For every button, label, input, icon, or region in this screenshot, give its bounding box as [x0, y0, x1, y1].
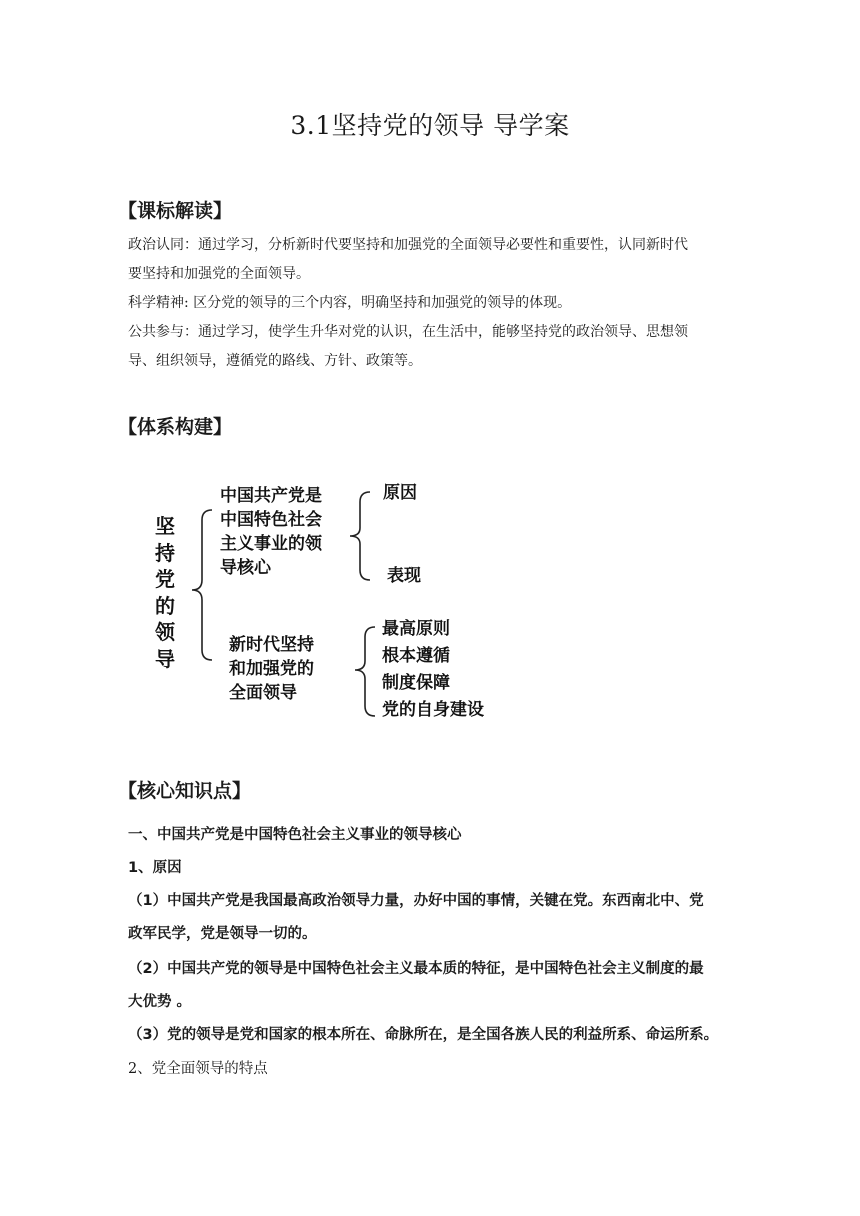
core-line: （1）中国共产党是我国最高政治领导力量，办好中国的事情，关键在党。东西南北中、党: [128, 893, 704, 909]
heading-curriculum: 【课标解读】: [118, 200, 233, 222]
root-char: 的: [155, 593, 175, 618]
heading-system: 【体系构建】: [118, 416, 233, 438]
root-bracket: [192, 510, 212, 660]
branch2-items: [382, 616, 484, 724]
branch1-label-line: 主义事业的领: [220, 534, 322, 554]
branch2-label-line: 全面领导: [229, 683, 297, 703]
curriculum-line: 政治认同：通过学习，分析新时代要坚持和加强党的全面领导必要性和重要性，认同新时代: [128, 237, 688, 253]
branch2-item: 最高原则: [382, 619, 450, 639]
branch2-label-line: 和加强党的: [229, 659, 314, 679]
branch1-label-line: 中国共产党是: [220, 486, 322, 506]
branch2-item: 根本遵循: [382, 646, 450, 666]
core-line: （2）中国共产党的领导是中国特色社会主义最本质的特征，是中国特色社会主义制度的最: [128, 961, 704, 977]
heading-core: 【核心知识点】: [118, 780, 252, 802]
branch2-item: 党的自身建设: [382, 700, 484, 720]
curriculum-line: 要坚持和加强党的全面领导。: [128, 266, 310, 282]
root-char: 坚: [155, 514, 175, 538]
branch1-item: 表现: [387, 566, 421, 586]
root-char: 领: [155, 620, 175, 644]
branch2-label-line: 新时代坚持: [229, 635, 314, 655]
branch1-bracket: [350, 492, 370, 580]
core-line: 大优势 。: [128, 994, 192, 1010]
core-line: 政军民学，党是领导一切的。: [128, 926, 317, 942]
root-char: 导: [155, 646, 175, 671]
branch2-bracket: [355, 627, 375, 716]
branch2-label: [229, 633, 349, 705]
branch2-item: 制度保障: [382, 673, 450, 693]
core-line: 一、中国共产党是中国特色社会主义事业的领导核心: [128, 827, 462, 843]
core-line: （3）党的领导是党和国家的根本所在、命脉所在，是全国各族人民的利益所系、命运所系。: [128, 1027, 719, 1043]
branch1-label-line: 中国特色社会: [220, 510, 322, 530]
branch1-label-line: 导核心: [220, 558, 271, 578]
curriculum-line: 导、组织领导，遵循党的路线、方针、政策等。: [128, 353, 422, 369]
root-char: 持: [155, 540, 175, 565]
core-line: 1、原因: [128, 860, 182, 876]
curriculum-line: 科学精神: 区分党的领导的三个内容，明确坚持和加强党的领导的体现。: [128, 295, 572, 311]
root-char: 党: [155, 567, 175, 591]
branch1-item: 原因: [383, 483, 417, 503]
core-line: 2、党全面领导的特点: [128, 1061, 268, 1077]
branch1-label: [220, 484, 350, 580]
curriculum-line: 公共参与：通过学习，使学生升华对党的认识，在生活中，能够坚持党的政治领导、思想领: [128, 324, 688, 340]
concept-diagram: [140, 470, 540, 730]
page-title: 3.1坚持党的领导 导学案: [290, 111, 570, 140]
